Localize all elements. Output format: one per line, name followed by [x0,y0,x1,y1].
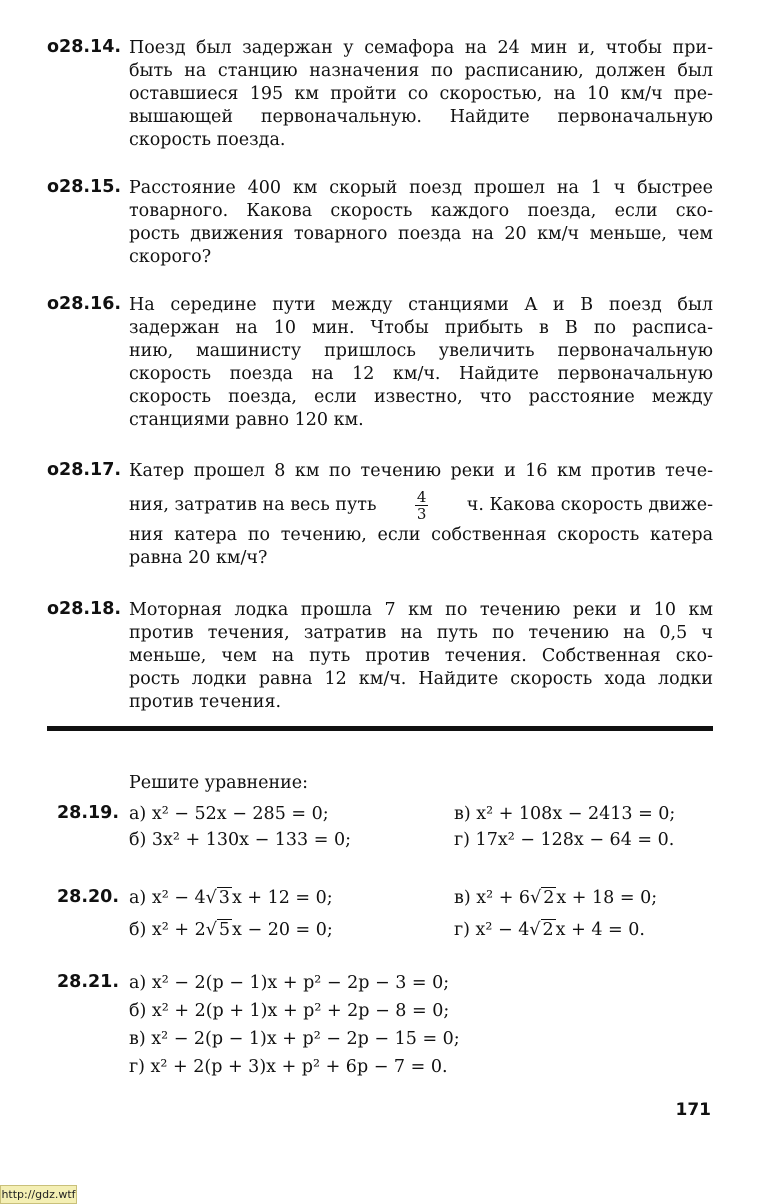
problem-text-line: Расстояние 400 км скорый поезд прошел на 1 ч быстрее [129,178,713,198]
equation-part: а) x² − 4 [129,888,206,908]
sqrt-symbol: √ 5 [205,920,231,940]
text-fragment: ч. Какова скорость движе- [466,495,713,515]
problem-text-line: станциями равно 120 км. [129,410,364,430]
problem-text-line-with-fraction [129,485,713,525]
radicand: 2 [542,920,554,940]
radicand: 2 [543,888,555,908]
watermark-link[interactable]: http://gdz.wtf [0,1185,77,1204]
sqrt-symbol: √ 3 [205,888,230,908]
problem-text-line: равна 20 км/ч? [129,548,268,568]
problem-text-line: против течения, затратив на путь по течению на 0,5 ч [129,623,713,643]
equation-part: x + 4 = 0. [555,920,645,940]
text-fragment: ния, затратив на весь путь [129,495,377,515]
fraction [415,489,429,522]
problem-text-line: Моторная лодка прошла 7 км по течению реки и 10 км [129,600,713,620]
problem-number: 28.19. [57,803,120,823]
equation-a [129,887,333,910]
equation-part: x + 18 = 0; [556,888,658,908]
equation-a: а) x² − 52x − 285 = 0; [129,804,329,824]
fraction-denominator: 3 [416,504,427,523]
problem-text-line: задержан на 10 мин. Чтобы прибыть в B по расписа- [129,318,713,338]
page-number: 171 [675,1100,711,1120]
sqrt-symbol: √ 2 [529,920,554,940]
problem-text-line: вышающей первоначальную. Найдите первоначальную [129,107,713,127]
equation-b: б) 3x² + 130x − 133 = 0; [129,830,352,850]
problem-text-line: быть на станцию назначения по расписанию, должен был [129,61,713,81]
equation-part: x + 12 = 0; [231,888,333,908]
equation-b [129,919,333,942]
problem-text-line: На середине пути между станциями A и B поезд был [129,295,713,315]
equation-g: г) x² + 2(p + 3)x + p² + 6p − 7 = 0. [129,1057,448,1077]
problem-number: о28.15. [47,177,122,197]
problem-text-line: Поезд был задержан у семафора на 24 мин и, чтобы при- [129,38,713,58]
equation-part: б) x² + 2 [129,920,206,940]
fraction-numerator: 4 [416,487,427,506]
problem-number: 28.20. [57,887,120,907]
problem-number: о28.16. [47,294,122,314]
section-divider [47,726,713,731]
problem-number: о28.14. [47,37,122,57]
equation-part: в) x² + 6 [454,888,531,908]
problem-text-line: оставшиеся 195 км пройти со скоростью, на 10 км/ч пре- [129,84,713,104]
equation-g: г) 17x² − 128x − 64 = 0. [454,830,675,850]
problem-text-line: рость лодки равна 12 км/ч. Найдите скорость хода лодки [129,669,713,689]
equation-part: x − 20 = 0; [232,920,333,940]
problem-number: о28.18. [47,599,122,619]
problem-text-line: против течения. [129,692,282,712]
radicand: 3 [218,888,230,908]
problem-text-line: нию, машинисту пришлось увеличить первоначальную [129,341,713,361]
section-instruction: Решите уравнение: [129,773,309,793]
problem-number: о28.17. [47,460,122,480]
equation-v: в) x² + 108x − 2413 = 0; [454,804,676,824]
problem-text-line: рость движения товарного поезда на 20 км/ч меньше, чем [129,224,713,244]
problem-text-line: скорость поезда на 12 км/ч. Найдите первоначальную [129,364,713,384]
equation-v: в) x² − 2(p − 1)x + p² − 2p − 15 = 0; [129,1029,460,1049]
problem-text-line: ния катера по течению, если собственная скорость катера [129,525,713,545]
equation-b: б) x² + 2(p + 1)x + p² + 2p − 8 = 0; [129,1001,450,1021]
equation-part: г) x² − 4 [454,920,530,940]
equation-g [454,919,645,942]
problem-text-line: скорость поезда. [129,130,286,150]
problem-text-line: скорость поезда, если известно, что расстояние между [129,387,713,407]
problem-text-line: Катер прошел 8 км по течению реки и 16 км против тече- [129,461,713,481]
radicand: 5 [218,920,231,940]
problem-text-line: товарного. Какова скорость каждого поезда, если ско- [129,201,713,221]
equation-a: а) x² − 2(p − 1)x + p² − 2p − 3 = 0; [129,973,450,993]
sqrt-symbol: √ 2 [530,888,555,908]
equation-v [454,887,657,910]
problem-number: 28.21. [57,972,120,992]
problem-text-line: скорого? [129,247,212,267]
problem-text-line: меньше, чем на путь против течения. Собственная ско- [129,646,713,666]
